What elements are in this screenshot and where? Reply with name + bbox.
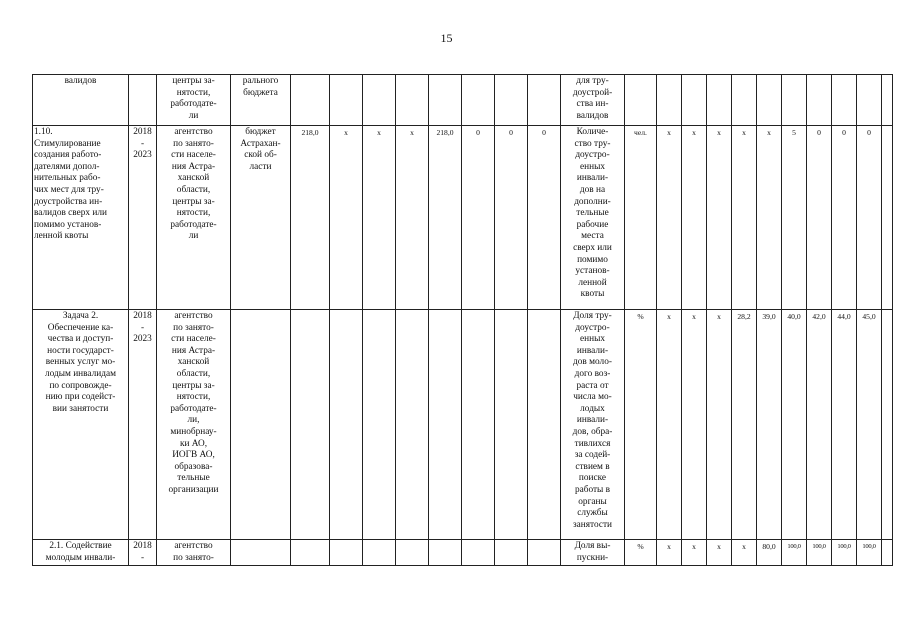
event-name-cell: Задача 2. Обеспечение ка- чества и доступ- ности государст- венных услуг мо- лодым инвалидам по сопровожде- нию при содейст- вии занятости [33,310,129,540]
funding-value-cell [291,75,330,126]
indicator-value-cell: х [682,126,707,310]
funding-value-cell [462,540,495,566]
indicator-value-cell [832,75,857,126]
indicator-value-cell: 0 [857,126,882,310]
indicator-value-cell: 100,0 [832,540,857,566]
indicator-value-cell: 0 [807,126,832,310]
indicator-value-cell: х [757,126,782,310]
funding-value-cell [495,540,528,566]
funding-value-cell: 218,0 [429,126,462,310]
executor-cell: центры за- нятости, работодате- ли [157,75,231,126]
years-cell: 2018 - 2023 [129,126,157,310]
years-cell: 2018 - 2023 [129,310,157,540]
indicator-value-cell [657,75,682,126]
indicator-value-cell: 42,0 [807,310,832,540]
funding-source-cell [231,310,291,540]
funding-value-cell: 0 [528,126,561,310]
executor-cell: агентство по занято- сти населе- ния Астра- ханской области, центры за- нятости, работодате- ли [157,126,231,310]
indicator-value-cell: х [657,310,682,540]
unit-cell: % [625,540,657,566]
funding-value-cell [363,540,396,566]
funding-value-cell [495,310,528,540]
funding-value-cell [462,75,495,126]
indicator-value-cell: 100,0 [857,540,882,566]
funding-value-cell: х [396,126,429,310]
funding-value-cell [330,75,363,126]
funding-source-cell: рального бюджета [231,75,291,126]
indicator-value-cell: х [732,126,757,310]
indicator-value-cell [807,75,832,126]
indicator-value-cell: х [682,540,707,566]
indicator-cell: для тру- доустрой- ства ин- валидов [561,75,625,126]
program-table [32,74,893,566]
unit-cell: % [625,310,657,540]
indicator-cell: Доля тру- доустро- енных инвали- дов моло- дого воз- раста от числа мо- лодых инвали- дов, обра- тивлихся за содей- ствием в поиске работы в органы службы занятости [561,310,625,540]
funding-value-cell [330,310,363,540]
executor-cell: агентство по занято- сти населе- ния Астра- ханской области, центры за- нятости, работодате- ли, минобрнау- ки АО, ИОГВ АО, образова- тельные организации [157,310,231,540]
funding-value-cell [363,75,396,126]
indicator-value-cell: 44,0 [832,310,857,540]
funding-value-cell [363,310,396,540]
indicator-value-cell [882,75,893,126]
indicator-value-cell [757,75,782,126]
funding-value-cell [396,310,429,540]
unit-cell: чел. [625,126,657,310]
executor-cell: агентство по занято- [157,540,231,566]
indicator-value-cell: х [657,540,682,566]
indicator-value-cell [732,75,757,126]
page-number: 15 [440,31,453,45]
funding-value-cell [429,310,462,540]
event-name-cell: валидов [33,75,129,126]
funding-value-cell: 0 [462,126,495,310]
indicator-value-cell: х [682,310,707,540]
indicator-cell: Доля вы- пускни- [561,540,625,566]
event-name-cell: 1.10. Стимулирование создания работо- дателями допол- нительных рабо- чих мест для тру- доустройства ин- валидов сверх или помимо установ- ленной квоты [33,126,129,310]
indicator-value-cell: 5 [782,126,807,310]
funding-value-cell [495,75,528,126]
unit-cell [625,75,657,126]
indicator-value-cell: 45,0 [857,310,882,540]
table-row [33,310,893,540]
funding-value-cell [396,540,429,566]
indicator-value-cell [857,75,882,126]
indicator-value-cell: 100,0 [807,540,832,566]
indicator-value-cell: 28,2 [732,310,757,540]
funding-value-cell: 218,0 [291,126,330,310]
table-row [33,75,893,126]
indicator-value-cell: х [732,540,757,566]
indicator-value-cell [682,75,707,126]
funding-value-cell [528,540,561,566]
indicator-value-cell: 0 [832,126,857,310]
indicator-value-cell: х [707,126,732,310]
indicator-value-cell: х [707,540,732,566]
years-cell [129,75,157,126]
indicator-value-cell [782,75,807,126]
funding-value-cell [429,540,462,566]
indicator-value-cell: х [707,310,732,540]
years-cell: 2018 - [129,540,157,566]
indicator-value-cell: 80,0 [757,540,782,566]
funding-value-cell [528,75,561,126]
funding-value-cell [462,310,495,540]
funding-value-cell [291,310,330,540]
indicator-value-cell [707,75,732,126]
funding-source-cell [231,540,291,566]
funding-value-cell [429,75,462,126]
funding-value-cell [396,75,429,126]
indicator-value-cell: 40,0 [782,310,807,540]
event-name-cell: 2.1. Содействие молодым инвали- [33,540,129,566]
funding-value-cell [528,310,561,540]
indicator-value-cell: х [657,126,682,310]
indicator-value-cell: 100,0 [782,540,807,566]
indicator-value-cell [882,310,893,540]
funding-value-cell [291,540,330,566]
indicator-value-cell [882,126,893,310]
indicator-value-cell: 39,0 [757,310,782,540]
funding-value-cell: 0 [495,126,528,310]
funding-value-cell: х [330,126,363,310]
table-row [33,540,893,566]
funding-value-cell: х [363,126,396,310]
indicator-value-cell [882,540,893,566]
table-row [33,126,893,310]
indicator-cell: Количе- ство тру- доустро- енных инвали- дов на дополни- тельные рабочие места сверх или помимо установ- ленной квоты [561,126,625,310]
funding-value-cell [330,540,363,566]
funding-source-cell: бюджет Астрахан- ской об- ласти [231,126,291,310]
